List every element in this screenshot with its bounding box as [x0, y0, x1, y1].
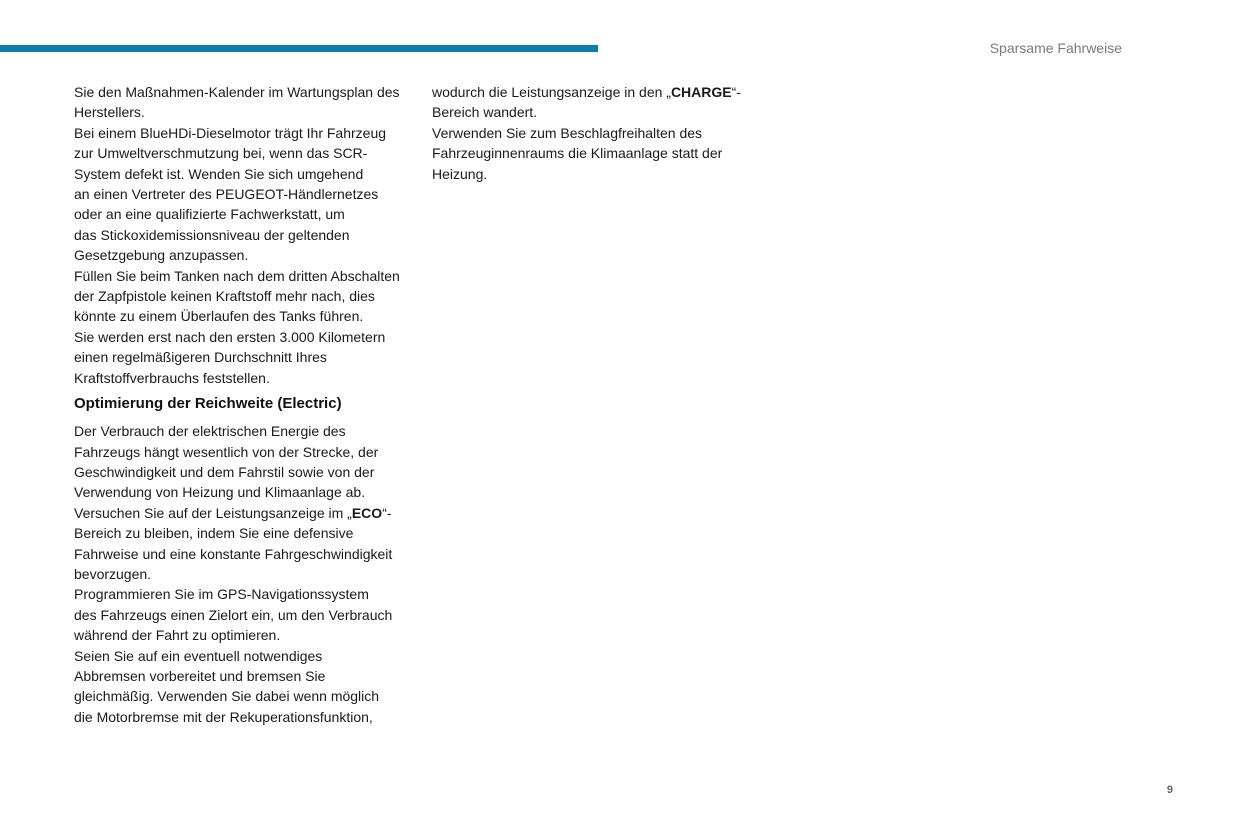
paragraph-gps-navigation: Programmieren Sie im GPS-Navigationssystem des Fahrzeugs einen Zielort ein, um den Verbrauch während der Fahrt zu optimieren.: [74, 586, 393, 644]
charge-text-after: “- Bereich wandert.: [432, 84, 741, 121]
section-title: Sparsame Fahrweise: [989, 40, 1122, 56]
eco-text-before: Versuchen Sie auf der Leistungsanzeige im „: [74, 504, 352, 521]
paragraph-charge-zone: [432, 82, 762, 123]
page-number: 9: [1166, 784, 1173, 796]
paragraph-maintenance-plan: Sie den Maßnahmen-Kalender im Wartungsplan des Herstellers.: [74, 84, 400, 121]
paragraph-average-consumption: Sie werden erst nach den ersten 3.000 Kilometern einen regelmäßigeren Durchschnitt Ihres Kraftstoffverbrauchs feststellen.: [74, 328, 386, 386]
charge-keyword: CHARGE: [670, 84, 732, 100]
paragraph-energy-consumption: Der Verbrauch der elektrischen Energie des Fahrzeugs hängt wesentlich von der Strecke, der Geschwindigkeit und dem Fahrstil sowie von der Verwendung von Heizung und Klimaanlage ab.: [74, 423, 379, 501]
eco-keyword: ECO: [351, 504, 383, 521]
paragraph-eco-zone: [74, 503, 419, 585]
right-column: [432, 82, 762, 184]
paragraph-defogging: Verwenden Sie zum Beschlagfreihalten des Fahrzeuginnenraums die Klimaanlage statt der Heizung.: [432, 124, 723, 182]
left-column: [74, 82, 419, 727]
paragraph-refueling: Füllen Sie beim Tanken nach dem dritten Abschalten der Zapfpistole keinen Kraftstoff mehr nach, dies könnte zu einem Überlaufen des Tanks führen.: [74, 267, 400, 325]
paragraph-bluehdi-scr: Bei einem BlueHDi-Dieselmotor trägt Ihr Fahrzeug zur Umweltverschmutzung bei, wenn das SCR- System defekt ist. Wenden Sie sich umgehend an einen Vertreter des PEUGEOT-Händlernetzes oder an eine qualifizierte Fachwerkstatt, um das Stickoxidemissionsniveau der geltenden Gesetzgebung anzupassen.: [74, 124, 387, 264]
paragraph-braking: Seien Sie auf ein eventuell notwendiges Abbremsen vorbereitet und bremsen Sie gleichmäßig. Verwenden Sie dabei wenn möglich die Motorbremse mit der Rekuperationsfunktion,: [74, 647, 380, 725]
header-accent-bar: [0, 45, 598, 52]
charge-text-before: wodurch die Leistungsanzeige in den „: [432, 84, 671, 100]
heading-electric-range: Optimierung der Reichweite (Electric): [74, 395, 342, 413]
eco-text-after: “- Bereich zu bleiben, indem Sie eine defensive Fahrweise und eine konstante Fahrgeschwindigkeit bevorzugen.: [74, 504, 393, 582]
